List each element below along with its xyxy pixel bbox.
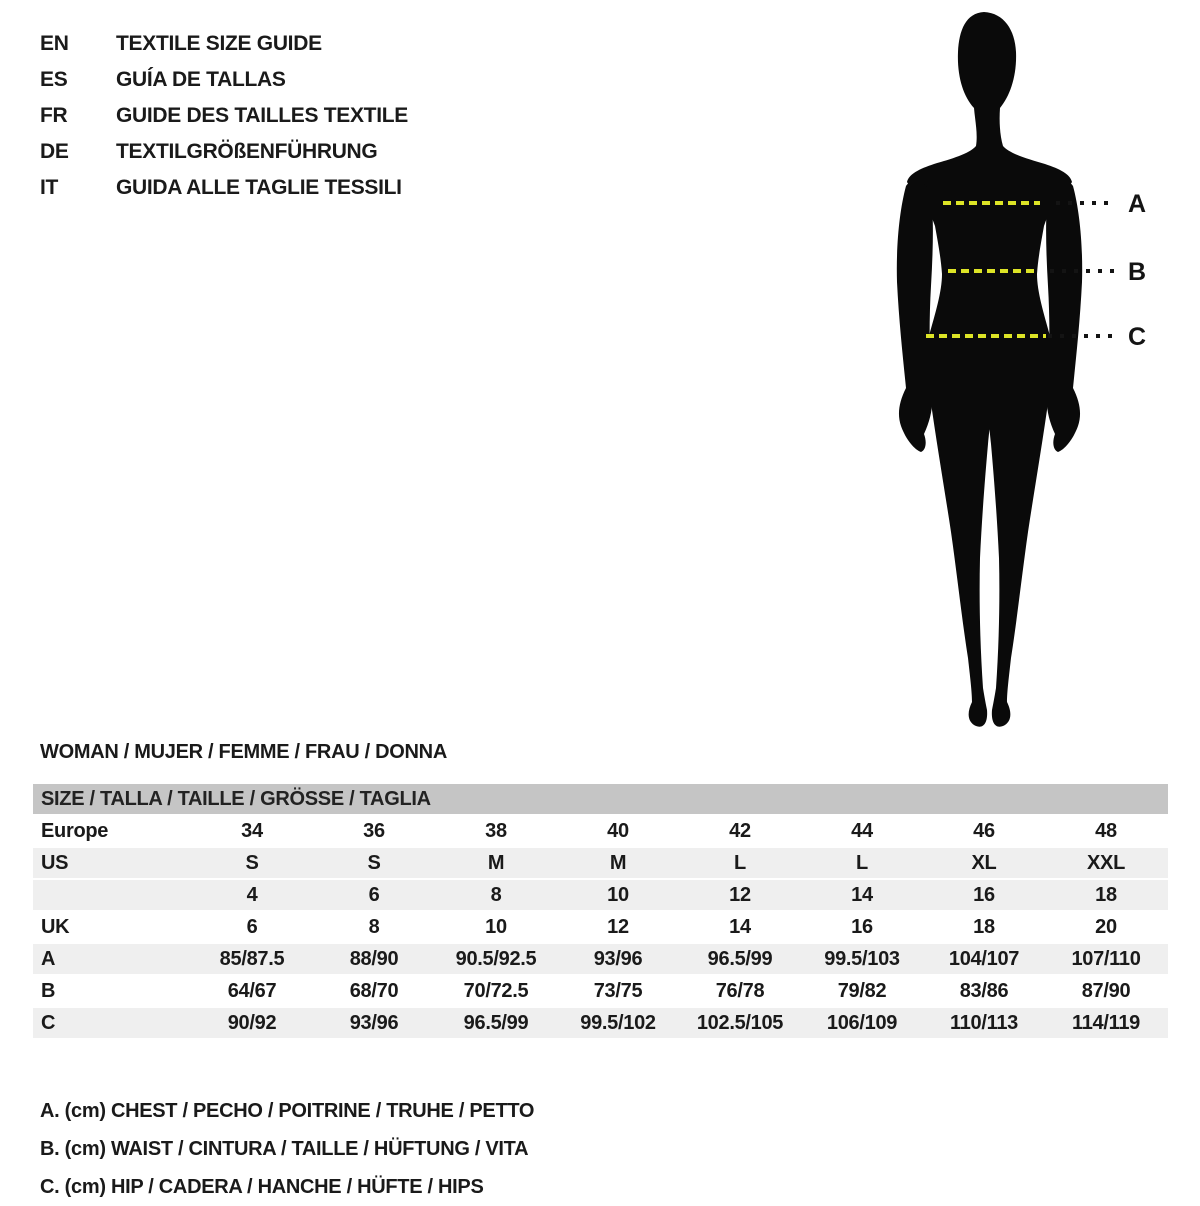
woman-silhouette — [897, 12, 1082, 727]
table-row — [33, 880, 1168, 912]
size-cell: 14 — [851, 884, 873, 906]
legend-item: A. (cm) CHEST / PECHO / POITRINE / TRUHE / PETTO — [40, 1100, 535, 1122]
size-cell: 40 — [607, 820, 629, 842]
size-cell: M — [487, 852, 505, 874]
language-code: ES — [40, 68, 68, 91]
language-title: GUÍA DE TALLAS — [116, 68, 286, 91]
size-cell: 6 — [368, 884, 380, 906]
language-title: TEXTILE SIZE GUIDE — [116, 32, 322, 55]
table-row — [33, 944, 1168, 976]
size-cell: 96.5/99 — [463, 1012, 529, 1034]
row-label: Europe — [41, 820, 109, 842]
language-code: FR — [40, 104, 68, 127]
language-title: GUIDA ALLE TAGLIE TESSILI — [116, 176, 402, 199]
size-table-body — [33, 816, 1168, 1040]
language-row — [40, 134, 408, 170]
size-cell: M — [609, 852, 627, 874]
size-cell: 83/86 — [959, 980, 1009, 1002]
language-code: EN — [40, 32, 69, 55]
size-cell: S — [367, 852, 381, 874]
size-table-header: SIZE / TALLA / TAILLE / GRÖSSE / TAGLIA — [33, 784, 1168, 816]
size-cell: 90/92 — [227, 1012, 277, 1034]
size-table — [33, 784, 1168, 1040]
size-cell: 64/67 — [227, 980, 277, 1002]
language-row — [40, 170, 408, 206]
size-cell: 104/107 — [948, 948, 1020, 970]
size-cell: 8 — [368, 916, 380, 938]
size-cell: 106/109 — [826, 1012, 898, 1034]
size-cell: S — [245, 852, 259, 874]
size-cell: 38 — [485, 820, 507, 842]
size-cell: 85/87.5 — [219, 948, 285, 970]
row-label: C — [41, 1012, 56, 1034]
size-cell: 18 — [1095, 884, 1117, 906]
size-cell: 70/72.5 — [463, 980, 529, 1002]
size-cell: 36 — [363, 820, 385, 842]
measure-label-a: A — [1128, 190, 1147, 218]
table-row — [33, 912, 1168, 944]
language-title: GUIDE DES TAILLES TEXTILE — [116, 104, 408, 127]
language-row — [40, 26, 408, 62]
woman-silhouette-figure — [860, 0, 1200, 745]
size-cell: 87/90 — [1081, 980, 1131, 1002]
size-cell: 114/119 — [1072, 1012, 1140, 1034]
size-cell: 14 — [729, 916, 751, 938]
language-title: TEXTILGRÖßENFÜHRUNG — [116, 140, 378, 163]
size-cell: 10 — [607, 884, 629, 906]
size-cell: 73/75 — [593, 980, 643, 1002]
table-row — [33, 816, 1168, 848]
size-cell: 8 — [490, 884, 502, 906]
size-cell: 90.5/92.5 — [455, 948, 537, 970]
size-cell: 18 — [973, 916, 995, 938]
row-label: A — [41, 948, 56, 970]
size-cell: XXL — [1087, 852, 1125, 874]
size-cell: 34 — [241, 820, 263, 842]
size-cell: 46 — [973, 820, 995, 842]
row-label: B — [41, 980, 56, 1002]
measure-label-b: B — [1128, 258, 1147, 286]
table-row — [33, 1008, 1168, 1040]
measure-label-c: C — [1128, 323, 1147, 351]
size-cell: 44 — [851, 820, 873, 842]
section-title: WOMAN / MUJER / FEMME / FRAU / DONNA — [40, 741, 447, 763]
size-cell: 12 — [607, 916, 629, 938]
size-cell: 99.5/102 — [580, 1012, 656, 1034]
row-label — [33, 880, 191, 910]
size-cell: 42 — [729, 820, 751, 842]
language-list — [40, 26, 408, 206]
language-row — [40, 62, 408, 98]
language-code: IT — [40, 176, 59, 199]
size-cell: 68/70 — [349, 980, 399, 1002]
size-cell: 16 — [851, 916, 873, 938]
size-cell: 48 — [1095, 820, 1117, 842]
row-label: UK — [41, 916, 70, 938]
table-row — [33, 848, 1168, 880]
language-row — [40, 98, 408, 134]
size-cell: 10 — [485, 916, 507, 938]
size-cell: 76/78 — [715, 980, 765, 1002]
size-cell: XL — [971, 852, 997, 874]
row-label: US — [41, 852, 69, 874]
size-cell: 12 — [729, 884, 751, 906]
size-cell: 102.5/105 — [696, 1012, 784, 1034]
size-cell: 93/96 — [349, 1012, 399, 1034]
size-cell: L — [856, 852, 868, 874]
table-row — [33, 976, 1168, 1008]
measurement-legend — [40, 1092, 534, 1206]
language-code: DE — [40, 140, 69, 163]
size-cell: 16 — [973, 884, 995, 906]
size-cell: 96.5/99 — [707, 948, 773, 970]
size-cell: 110/113 — [950, 1012, 1018, 1034]
legend-item: B. (cm) WAIST / CINTURA / TAILLE / HÜFTUNG / VITA — [40, 1138, 529, 1160]
size-cell: 99.5/103 — [824, 948, 900, 970]
legend-item: C. (cm) HIP / CADERA / HANCHE / HÜFTE / HIPS — [40, 1176, 484, 1198]
size-cell: 6 — [246, 916, 258, 938]
size-cell: 93/96 — [593, 948, 643, 970]
size-cell: 20 — [1095, 916, 1117, 938]
size-cell: L — [734, 852, 746, 874]
size-cell: 4 — [246, 884, 258, 906]
size-cell: 107/110 — [1071, 948, 1141, 970]
size-cell: 79/82 — [837, 980, 887, 1002]
size-cell: 88/90 — [349, 948, 399, 970]
